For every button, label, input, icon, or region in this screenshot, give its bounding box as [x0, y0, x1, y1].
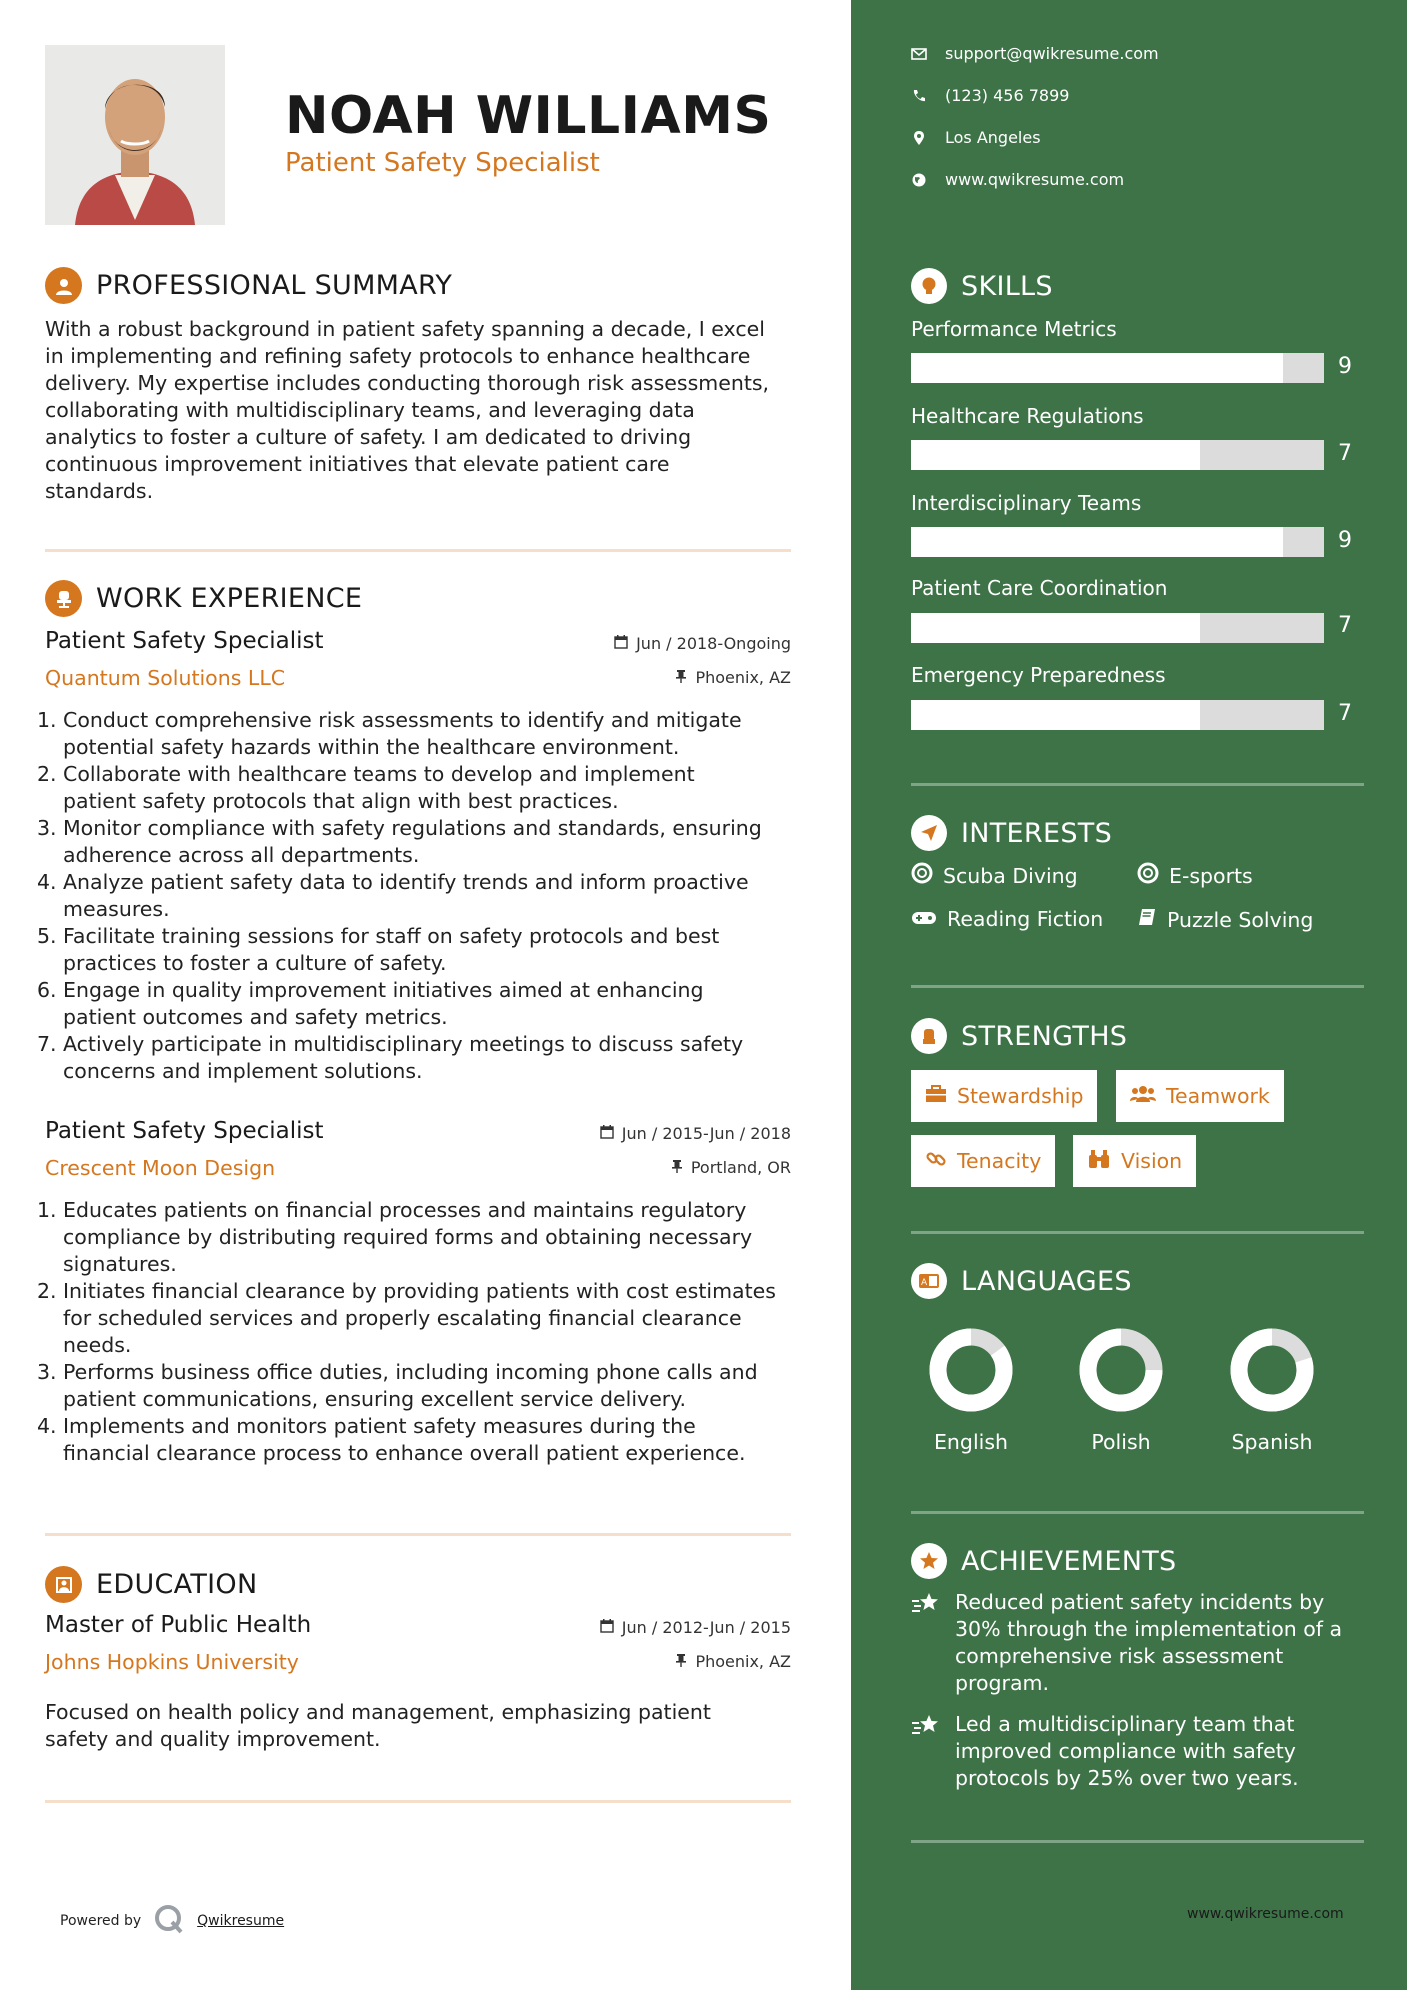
education-location-text: Phoenix, AZ: [695, 1652, 791, 1671]
section-title: PROFESSIONAL SUMMARY: [96, 270, 453, 301]
job-location: [675, 668, 791, 687]
job-location-text: Phoenix, AZ: [695, 668, 791, 687]
translate-icon: [911, 1263, 947, 1299]
contact-email[interactable]: [911, 44, 1159, 63]
job-date-text: Jun / 2015-Jun / 2018: [621, 1124, 791, 1143]
achievement-item: [911, 1589, 1371, 1697]
link-icon: [925, 1148, 947, 1175]
skill-rating: 7: [1338, 613, 1352, 638]
degree-title: Master of Public Health: [45, 1612, 312, 1638]
skill-bar-fill: [911, 353, 1283, 383]
envelope-icon: [911, 46, 927, 62]
skill-bar: [911, 353, 1324, 383]
skill-name: Performance Metrics: [911, 317, 1117, 341]
experience-heading: [45, 580, 362, 617]
graduate-icon: [45, 1566, 82, 1603]
interest-item: [1137, 907, 1313, 932]
job-location-text: Portland, OR: [690, 1158, 791, 1177]
skill-bar: [911, 440, 1324, 470]
list-item: 3. Monitor compliance with safety regulations and standards, ensuring adherence across all departments.: [37, 816, 762, 867]
summary-line: standards.: [45, 479, 154, 503]
powered-by-label: Powered by: [60, 1913, 142, 1929]
email-text: support@qwikresume.com: [945, 44, 1159, 63]
skill-bar-fill: [911, 440, 1200, 470]
strength-label: Teamwork: [1166, 1084, 1270, 1108]
gamepad-icon: [911, 907, 937, 931]
job-title: Patient Safety Specialist: [45, 1118, 324, 1144]
section-divider: [911, 1231, 1364, 1234]
education-location: [675, 1652, 791, 1671]
briefcase-icon: [925, 1084, 947, 1108]
company-name: Quantum Solutions LLC: [45, 666, 286, 690]
skill-rating: 9: [1338, 528, 1352, 553]
summary-line: delivery. My expertise includes conducting thorough risk assessments,: [45, 371, 770, 395]
company-name: Crescent Moon Design: [45, 1156, 276, 1180]
achievement-line: comprehensive risk assessment: [955, 1644, 1284, 1668]
candidate-role: Patient Safety Specialist: [285, 148, 600, 178]
interest-label: Puzzle Solving: [1167, 907, 1314, 932]
life-ring-icon: [911, 862, 933, 889]
shooting-star-icon: [911, 1711, 947, 1792]
svg-text:A: A: [921, 1278, 928, 1288]
strength-label: Stewardship: [957, 1084, 1084, 1108]
profile-photo: [45, 45, 225, 225]
interest-item: [911, 907, 1103, 931]
skill-bar: [911, 613, 1324, 643]
section-divider: [911, 985, 1364, 988]
summary-line: analytics to foster a culture of safety. I am dedicated to driving: [45, 425, 692, 449]
section-title: WORK EXPERIENCE: [96, 583, 363, 614]
skills-heading: [911, 268, 1053, 304]
location-text: Los Angeles: [945, 128, 1041, 147]
candidate-name: NOAH WILLIAMS: [285, 86, 772, 146]
section-divider: [45, 1800, 791, 1803]
education-line: Focused on health policy and management, emphasizing patient: [45, 1700, 711, 1724]
contact-location: [911, 128, 1041, 147]
language-ring: [1079, 1328, 1163, 1412]
skill-rating: 7: [1338, 701, 1352, 726]
section-divider: [45, 1533, 791, 1536]
interest-label: Scuba Diving: [943, 863, 1078, 888]
binoculars-icon: [1087, 1149, 1111, 1174]
pin-icon: [675, 668, 687, 687]
brand-link[interactable]: Qwikresume: [197, 1913, 285, 1929]
summary-line: in implementing and refining safety protocols to enhance healthcare: [45, 344, 751, 368]
job-title: Patient Safety Specialist: [45, 628, 324, 654]
globe-icon: [911, 172, 927, 188]
shooting-star-icon: [911, 1589, 947, 1697]
website-text: www.qwikresume.com: [945, 170, 1125, 189]
school-name: Johns Hopkins University: [45, 1650, 299, 1674]
calendar-icon: [614, 634, 628, 653]
education-heading: [45, 1566, 257, 1603]
language-item: [1061, 1328, 1181, 1454]
strength-chip: [911, 1135, 1055, 1187]
education-line: safety and quality improvement.: [45, 1727, 381, 1751]
list-item: 1. Conduct comprehensive risk assessments to identify and mitigate potential safety hazards within the healthcare environment.: [37, 708, 742, 759]
interest-label: Reading Fiction: [947, 907, 1104, 931]
section-title: ACHIEVEMENTS: [961, 1545, 1177, 1577]
strength-label: Vision: [1121, 1149, 1183, 1173]
achievement-item: [911, 1711, 1371, 1792]
skill-rating: 9: [1338, 354, 1352, 379]
phone-icon: [911, 88, 927, 104]
powered-by: [60, 1903, 284, 1939]
skill-bar: [911, 527, 1324, 557]
language-item: [911, 1328, 1031, 1454]
achievement-line: program.: [955, 1671, 1050, 1695]
job-entry: [37, 1118, 791, 1478]
job-location: [671, 1158, 791, 1177]
achievement-line: Reduced patient safety incidents by: [955, 1590, 1325, 1614]
book-icon: [1137, 907, 1157, 932]
summary-text: [45, 316, 795, 505]
hand-icon: [911, 1018, 947, 1054]
list-item: 5. Facilitate training sessions for staff on safety protocols and best practices to foster a culture of safety.: [37, 924, 720, 975]
section-divider: [45, 549, 791, 552]
list-item: 7. Actively participate in multidisciplinary meetings to discuss safety concerns and implement solutions.: [37, 1032, 744, 1083]
summary-heading: [45, 267, 452, 304]
achievement-text: [955, 1711, 1299, 1792]
interests-heading: [911, 815, 1112, 851]
star-icon: [911, 1543, 947, 1579]
list-item: 6. Engage in quality improvement initiatives aimed at enhancing patient outcomes and safety metrics.: [37, 978, 704, 1029]
summary-line: With a robust background in patient safety spanning a decade, I excel: [45, 317, 765, 341]
pin-icon: [671, 1158, 683, 1177]
footer-website-link[interactable]: www.qwikresume.com: [1187, 1906, 1344, 1922]
skill-name: Interdisciplinary Teams: [911, 491, 1142, 515]
skill-name: Healthcare Regulations: [911, 404, 1144, 428]
achievement-line: Led a multidisciplinary team that: [955, 1712, 1295, 1736]
achievements-heading: [911, 1543, 1177, 1579]
skill-bar: [911, 700, 1324, 730]
list-item: 2. Collaborate with healthcare teams to develop and implement patient safety protocols that align with best practices.: [37, 762, 695, 813]
job-date: [614, 634, 791, 653]
life-ring-icon: [1137, 862, 1159, 889]
education-description: [45, 1699, 805, 1753]
language-name: Spanish: [1231, 1430, 1313, 1454]
list-item: 4. Implements and monitors patient safety measures during the financial clearance process to enhance overall patient experience.: [37, 1414, 746, 1465]
phone-text: (123) 456 7899: [945, 86, 1070, 105]
section-title: LANGUAGES: [961, 1265, 1132, 1297]
list-item: 3. Performs business office duties, including incoming phone calls and patient communications, ensuring excellent service delivery.: [37, 1360, 758, 1411]
education-date: [600, 1618, 791, 1637]
skill-rating: 7: [1338, 441, 1352, 466]
strength-label: Tenacity: [957, 1149, 1042, 1173]
achievement-line: improved compliance with safety: [955, 1739, 1296, 1763]
user-icon: [45, 267, 82, 304]
list-item: 4. Analyze patient safety data to identify trends and inform proactive measures.: [37, 870, 749, 921]
chair-icon: [45, 580, 82, 617]
job-duties: [37, 1197, 805, 1467]
job-date-text: Jun / 2018-Ongoing: [636, 634, 791, 653]
interest-label: E-sports: [1169, 863, 1253, 888]
section-title: STRENGTHS: [961, 1020, 1128, 1052]
section-divider: [911, 1840, 1364, 1843]
strength-chip: [1073, 1135, 1196, 1187]
qwikresume-logo-icon: [153, 1903, 185, 1939]
job-duties: [37, 707, 805, 1085]
lightbulb-icon: [911, 268, 947, 304]
language-item: [1212, 1328, 1332, 1454]
job-date: [600, 1124, 791, 1143]
achievement-text: [955, 1589, 1342, 1697]
language-name: Polish: [1091, 1430, 1151, 1454]
list-item: 2. Initiates financial clearance by providing patients with cost estimates for scheduled services and properly escalating financial clearance needs.: [37, 1279, 776, 1357]
calendar-icon: [600, 1618, 614, 1637]
section-divider: [911, 783, 1364, 786]
summary-line: continuous improvement initiatives that elevate patient care: [45, 452, 670, 476]
strength-chip: [1116, 1070, 1284, 1122]
paper-plane-icon: [911, 815, 947, 851]
calendar-icon: [600, 1124, 614, 1143]
skill-name: Emergency Preparedness: [911, 663, 1166, 687]
sidebar: [851, 0, 1407, 1990]
skill-bar-fill: [911, 527, 1283, 557]
section-divider: [911, 1511, 1364, 1514]
skill-bar-fill: [911, 700, 1200, 730]
section-title: INTERESTS: [961, 817, 1113, 849]
achievement-line: protocols by 25% over two years.: [955, 1766, 1299, 1790]
education-date-text: Jun / 2012-Jun / 2015: [621, 1618, 791, 1637]
strength-chip: [911, 1070, 1097, 1122]
summary-line: collaborating with multidisciplinary teams, and leveraging data: [45, 398, 695, 422]
users-icon: [1130, 1084, 1156, 1108]
list-item: 1. Educates patients on financial processes and maintains regulatory compliance by distributing required forms and obtaining necessary signatures.: [37, 1198, 753, 1276]
section-title: SKILLS: [961, 270, 1053, 302]
map-marker-icon: [911, 130, 927, 146]
interest-item: [911, 862, 1078, 889]
achievement-line: 30% through the implementation of a: [955, 1617, 1343, 1641]
contact-website[interactable]: [911, 170, 1124, 189]
interest-item: [1137, 862, 1253, 889]
contact-phone[interactable]: [911, 86, 1069, 105]
section-title: EDUCATION: [96, 1569, 258, 1600]
language-ring: [1230, 1328, 1314, 1412]
language-name: English: [933, 1430, 1009, 1454]
job-entry: [37, 628, 791, 1088]
education-entry: [45, 1612, 791, 1772]
skill-name: Patient Care Coordination: [911, 576, 1168, 600]
pin-icon: [675, 1652, 687, 1671]
languages-heading: [911, 1263, 1132, 1299]
strengths-heading: [911, 1018, 1127, 1054]
skill-bar-fill: [911, 613, 1200, 643]
language-ring: [929, 1328, 1013, 1412]
